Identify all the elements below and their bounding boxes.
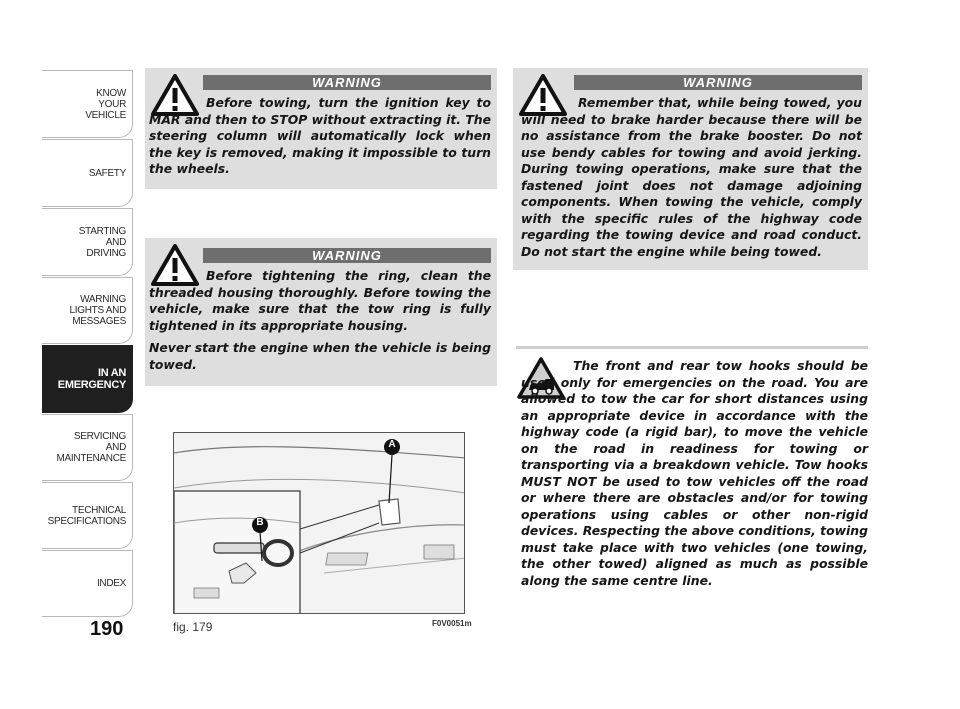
side-tab-in-an-emergency[interactable]: IN AN EMERGENCY	[42, 345, 133, 413]
side-tab-servicing[interactable]: SERVICING AND MAINTENANCE	[42, 414, 133, 481]
side-tab-technical-specifications[interactable]: TECHNICAL SPECIFICATIONS	[42, 482, 133, 549]
warning-heading: WARNING	[203, 75, 491, 90]
callout-b: B	[256, 517, 264, 528]
warning-box-tow-ring	[145, 238, 497, 386]
warning-heading: WARNING	[574, 75, 862, 90]
figure-caption: fig. 179	[173, 620, 213, 634]
page-number: 190	[90, 618, 124, 640]
side-tab-starting-and-driving[interactable]: STARTING AND DRIVING	[42, 208, 133, 276]
side-tab-safety[interactable]: SAFETY	[42, 139, 133, 207]
figure-code: F0V0051m	[432, 619, 472, 628]
warning-text: Before towing, turn the ignition key to MAR and then to STOP without extracting it. The steering column will automatically lock when the key is removed, making it impossible to turn the wheels.	[149, 95, 491, 176]
warning-text: Before tightening the ring, clean the threaded housing thoroughly. Before towing the vehicle, make sure that the tow ring is fully tightened in its appropriate housing. Never start the engine when the vehicle is being towed.	[149, 268, 491, 372]
callout-a: A	[388, 439, 396, 450]
warning-box-ignition	[145, 68, 497, 189]
tow-ring-illustration	[174, 433, 465, 614]
warning-heading: WARNING	[203, 248, 491, 263]
side-tab-index[interactable]: INDEX	[42, 550, 133, 617]
side-tab-warning-lights[interactable]: WARNING LIGHTS AND MESSAGES	[42, 277, 133, 344]
section-divider	[516, 346, 868, 349]
figure-tow-ring-illustration	[173, 432, 465, 614]
tow-hooks-note: The front and rear tow hooks should be used only for emergencies on the road. You are allowed to tow the car for short distances using an appropriate device in accordance with the highway code (a rigid bar), to move the vehicle on the road in readiness for towing or transporting via a breakdown vehicle. Tow hooks MUST NOT be used to tow vehicles off the road or where there are obstacles and/or for towing operations using cables or other non-rigid devices. Respecting the above conditions, towing must take place with two vehicles (one towing, the other towed) aligned as much as possible along the same centre line.	[521, 358, 868, 588]
side-tab-know-your-vehicle[interactable]: KNOW YOUR VEHICLE	[42, 70, 133, 138]
warning-text: Remember that, while being towed, you will need to brake harder because there will be no assistance from the brake booster. Do not use bendy cables for towing and avoid jerking. During towing operations, make sure that the fastened joint does not damage adjoining components. When towing the vehicle, comply with the specific rules of the highway code regarding the towing device and road conduct. Do not start the engine while being towed.	[521, 95, 862, 259]
warning-box-braking	[513, 68, 868, 270]
